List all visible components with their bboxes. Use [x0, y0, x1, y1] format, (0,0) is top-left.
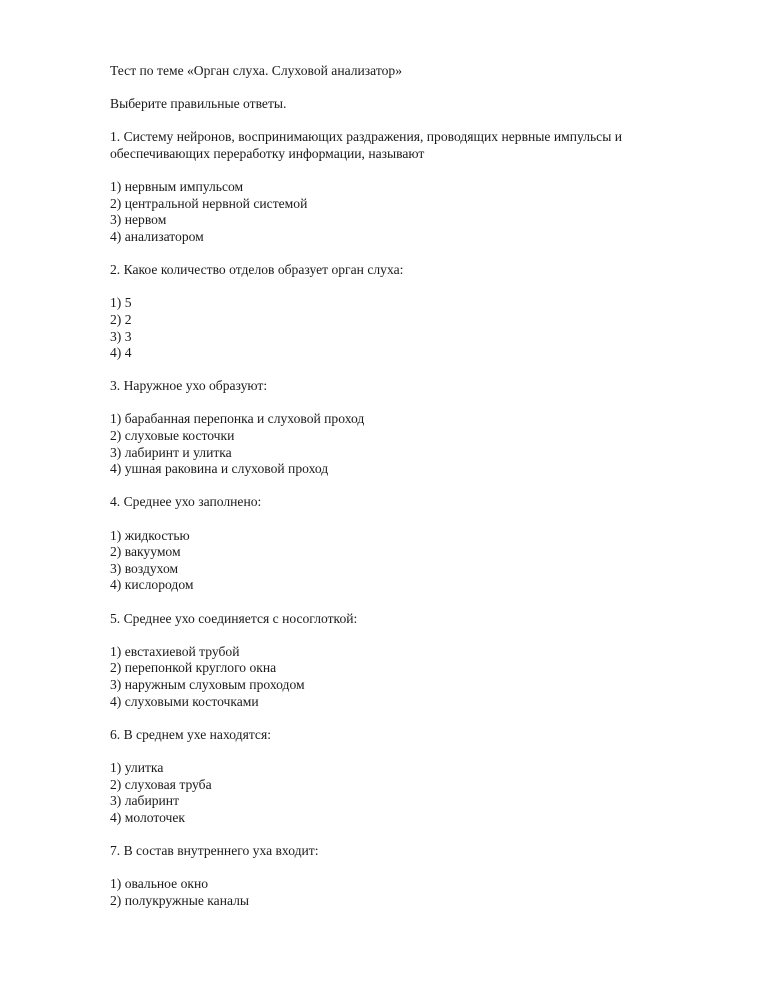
question-1-text: 1. Систему нейронов, воспринимающих раздражения, проводящих нервные импульсы и обеспечивающих переработку информации, называют [110, 129, 623, 161]
question-3-option-4: 4) ушная раковина и слуховой проход [110, 461, 329, 477]
question-5-option-1: 1) евстахиевой трубой [110, 643, 240, 659]
question-2-option-2: 2) 2 [110, 311, 132, 327]
question-3-option-3: 3) лабиринт и улитка [110, 444, 232, 460]
instruction-text: Выберите правильные ответы. [110, 96, 287, 112]
question-1-option-3: 3) нервом [110, 212, 167, 228]
document-title: Тест по теме «Орган слуха. Слуховой анализатор» [110, 63, 403, 78]
question-7-option-1: 1) овальное окно [110, 876, 209, 892]
question-5-option-4: 4) слуховыми косточками [110, 693, 259, 709]
question-5-text: 5. Среднее ухо соединяется с носоглоткой: [110, 610, 358, 626]
question-2-option-1: 1) 5 [110, 295, 132, 311]
question-5-option-2: 2) перепонкой круглого окна [110, 660, 277, 676]
question-1-option-4: 4) анализатором [110, 228, 204, 244]
question-6-option-2: 2) слуховая труба [110, 776, 212, 792]
question-5-option-3: 3) наружным слуховым проходом [110, 676, 305, 692]
question-2-option-4: 4) 4 [110, 345, 132, 361]
question-1-option-1: 1) нервным импульсом [110, 179, 244, 195]
question-4-option-2: 2) вакуумом [110, 544, 181, 560]
question-2-text: 2. Какое количество отделов образует орган слуха: [110, 262, 404, 278]
document-page [110, 63, 710, 909]
question-3-text: 3. Наружное ухо образуют: [110, 378, 268, 394]
question-4-option-1: 1) жидкостью [110, 527, 190, 543]
question-3-option-1: 1) барабанная перепонка и слуховой проход [110, 411, 365, 427]
question-7-option-2: 2) полукружные каналы [110, 892, 250, 908]
question-7-text: 7. В состав внутреннего уха входит: [110, 842, 319, 858]
question-6-option-4: 4) молоточек [110, 809, 186, 825]
question-6-option-1: 1) улитка [110, 759, 164, 775]
question-4-text: 4. Среднее ухо заполнено: [110, 494, 262, 510]
question-6-option-3: 3) лабиринт [110, 793, 180, 809]
question-4-option-3: 3) воздухом [110, 560, 179, 576]
question-3-option-2: 2) слуховые косточки [110, 428, 235, 444]
question-6-text: 6. В среднем ухе находятся: [110, 726, 271, 742]
question-4-option-4: 4) кислородом [110, 577, 194, 593]
question-1-option-2: 2) центральной нервной системой [110, 195, 308, 211]
question-2-option-3: 3) 3 [110, 328, 132, 344]
